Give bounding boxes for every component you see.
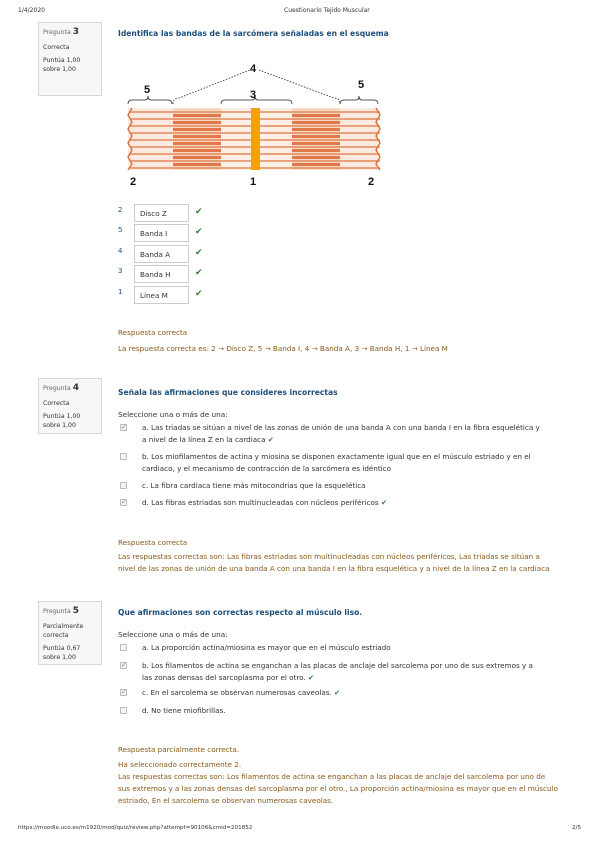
checkbox[interactable]	[120, 662, 127, 669]
diagram-label-5-left: 5	[144, 84, 151, 96]
diagram-label-4: 4	[250, 63, 257, 75]
answer-select[interactable]: Banda A	[134, 245, 189, 263]
answer-option[interactable]: c. La fibra cardiaca tiene más mitocondrias que la esquelética	[120, 480, 540, 492]
print-page-number: 2/5	[572, 824, 582, 831]
feedback-title-3: Respuesta correcta	[118, 328, 188, 337]
correct-check-icon: ✔	[380, 498, 387, 507]
question-text-4: Señala las afirmaciones que consideres incorrectas	[118, 388, 338, 397]
sarcomere-diagram	[118, 58, 398, 188]
feedback-text-5: Las respuestas correctas son: Los filamentos de actina se enganchan a las placas de anclaje del sarcolema por uno de sus extremos y a las zonas densas del sarcoplasma por el otro., La proporción actina/miosina es mayor que en el músculo estriado, En el sarcolema se observan numerosas caveolas.	[118, 772, 558, 805]
diagram-label-5-right: 5	[358, 79, 365, 91]
answer-select[interactable]: Banda I	[134, 224, 189, 242]
question-grade: Puntúa 0,67 sobre 1,00	[43, 645, 81, 662]
answer-option[interactable]: a. La proporción actina/miosina es mayor que en el músculo estriado	[120, 642, 540, 654]
print-date: 1/4/2020	[18, 7, 45, 14]
answer-number: 1	[118, 288, 123, 296]
question-number: Pregunta 5	[43, 606, 80, 616]
answer-option[interactable]: ✓ c. En el sarcolema se observan numerosas caveolas. ✔	[120, 687, 540, 699]
question-grade: Puntúa 1,00 sobre 1,00	[43, 56, 81, 74]
feedback-text-3: La respuesta correcta es: 2 → Disco Z, 5 → Banda I, 4 → Banda A, 3 → Banda H, 1 → Línea M	[118, 344, 448, 353]
feedback-selected-5: Ha seleccionado correctamente 2.	[118, 760, 242, 769]
diagram-label-3: 3	[250, 89, 257, 101]
answer-option[interactable]: ✓ d. Las fibras estriadas son multinucleadas con núcleos periféricos ✔	[120, 497, 540, 509]
print-url: https://moodle.uco.es/m1920/mod/quiz/review.php?attempt=90106&cmid=201852	[18, 824, 253, 831]
question-info-4	[38, 378, 102, 434]
answer-number: 5	[118, 226, 123, 234]
correct-check-icon: ✔	[267, 434, 274, 444]
question-info-5	[38, 601, 102, 665]
checkbox[interactable]	[120, 424, 127, 431]
correct-check-icon: ✔	[195, 207, 203, 217]
answer-select[interactable]: Disco Z	[134, 204, 189, 222]
checkbox[interactable]	[120, 482, 127, 489]
answer-prompt-4: Seleccione una o más de una:	[118, 410, 228, 419]
diagram-label-1: 1	[250, 176, 257, 188]
m-line	[251, 108, 260, 170]
correct-check-icon: ✔	[195, 227, 203, 237]
question-number: Pregunta 3	[43, 27, 80, 37]
diagram-label-2-left: 2	[130, 176, 137, 188]
answer-select[interactable]: Banda H	[134, 265, 189, 283]
correct-check-icon: ✔	[195, 248, 203, 258]
checkbox[interactable]	[120, 499, 127, 506]
checkbox[interactable]	[120, 644, 127, 651]
correct-check-icon: ✔	[195, 289, 203, 299]
diagram-label-2-right: 2	[368, 176, 375, 188]
checkbox[interactable]	[120, 689, 127, 696]
correct-check-icon: ✔	[308, 672, 315, 682]
answer-number: 2	[118, 206, 123, 214]
question-number: Pregunta 4	[43, 383, 80, 393]
feedback-title-4: Respuesta correcta	[118, 538, 188, 547]
question-state: Correcta	[43, 399, 70, 407]
bracket-5-right	[340, 96, 378, 104]
bracket-3	[221, 96, 292, 104]
checkbox[interactable]	[120, 707, 127, 714]
answer-number: 3	[118, 267, 123, 275]
correct-check-icon: ✔	[195, 268, 203, 278]
question-state: Correcta	[43, 43, 70, 51]
question-text-5: Que afirmaciones son correctas respecto al músculo liso.	[118, 608, 363, 617]
answer-select[interactable]: Línea M	[134, 286, 189, 304]
answer-prompt-5: Seleccione una o más de una:	[118, 630, 228, 639]
feedback-title-5: Respuesta parcialmente correcta.	[118, 745, 240, 754]
answer-option[interactable]: b. Los miofilamentos de actina y miosina se disponen exactamente igual que en el músculo estriado y en el cardiaco, y el mecanismo de contracción de la sarcómera es idéntico	[120, 451, 540, 474]
question-state: Parcialmente correcta	[43, 622, 84, 639]
correct-check-icon: ✔	[334, 688, 341, 697]
answer-option[interactable]: ✓ b. Los filamentos de actina se enganchan a las placas de anclaje del sarcolema por uno de sus extremos y a las zonas densas del sarcoplasma por el otro. ✔	[120, 660, 540, 683]
question-grade: Puntúa 1,00 sobre 1,00	[43, 412, 81, 430]
feedback-text-4: Las respuestas correctas son: Las fibras estriadas son multinucleadas con núcleos periféricos, Las triadas se sitúan a nivel de las zonas de unión de una banda A con una banda I en la fibra esquelética y a nivel de la línea Z en la cardiaca	[118, 552, 550, 573]
answer-option[interactable]: ✓ a. Las triadas se sitúan a nivel de las zonas de unión de una banda A con una banda I en la fibra esquelética y a nivel de la línea Z en la cardiaca ✔	[120, 422, 540, 445]
answer-option[interactable]: d. No tiene miofibrillas.	[120, 705, 540, 717]
question-text-3: Identifica las bandas de la sarcómera señaladas en el esquema	[118, 29, 389, 38]
answer-number: 4	[118, 247, 123, 255]
bracket-4	[173, 70, 340, 104]
checkbox[interactable]	[120, 453, 127, 460]
question-info-3	[38, 22, 102, 96]
bracket-5-left	[128, 96, 172, 104]
print-title: Cuestionario Tejido Muscular	[284, 7, 370, 14]
